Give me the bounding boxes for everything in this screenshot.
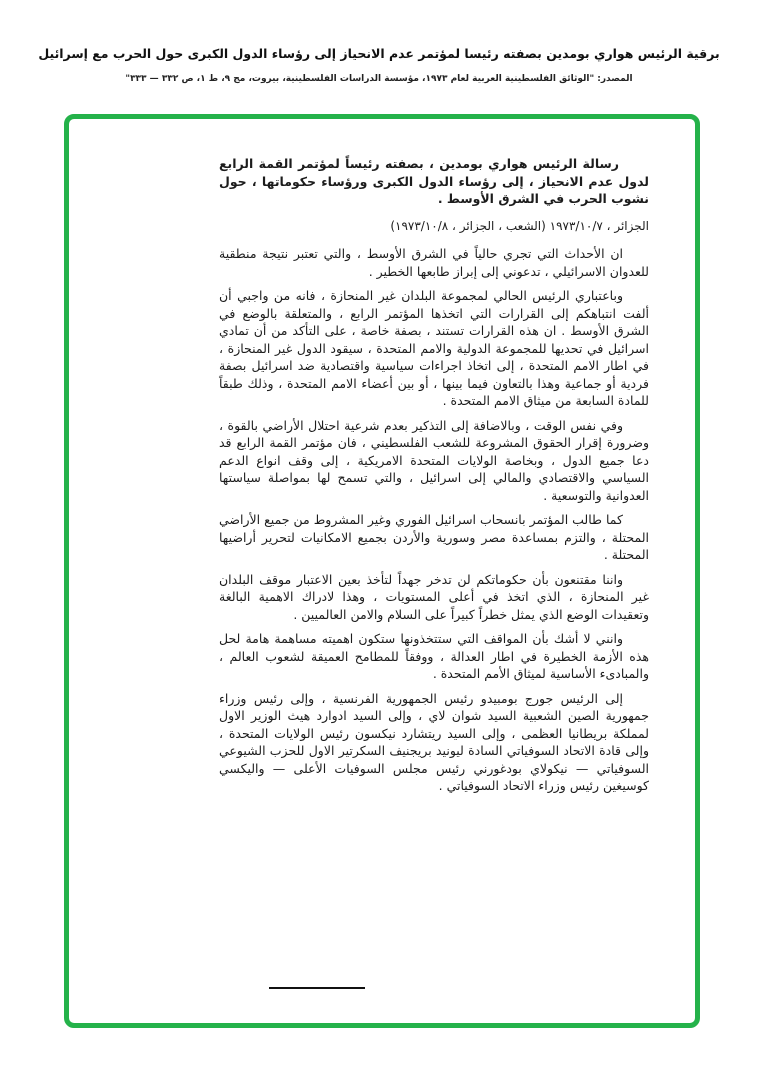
- document-paragraph: واننا مقتنعون بأن حكوماتكم لن تدخر جهداً لتأخذ بعين الاعتبار موقف البلدان غير المنحازة ، الذي اتخذ في أعلى المستويات ، وهذا لادراك الاهمية البالغة وتعقيدات الوضع الذي يمثل خطراً كبيراً على السلام والامن العالميين .: [219, 571, 649, 622]
- green-border-frame: [64, 114, 700, 1028]
- source-citation: المصدر: "الوثائق الفلسطينية العربية لعام ١٩٧٣، مؤسسة الدراسات الفلسطينية، بيروت، مج ٩، ط ١، ص ٣٣٢ — ٣٣٣": [125, 74, 633, 84]
- dateline: الجزائر ، ١٩٧٣/١٠/٧ (الشعب ، الجزائر ، ١٩٧٣/١٠/٨): [390, 218, 649, 233]
- document-paragraph: كما طالب المؤتمر بانسحاب اسرائيل الفوري وغير المشروط من جميع الأراضي المحتلة ، والتزم بمساعدة مصر وسورية والأردن بجميع الامكانيات لتحرير أراضيها المحتلة .: [219, 512, 649, 562]
- page-title: برقية الرئيس هواري بومدين بصفته رئيسا لمؤتمر عدم الانحياز إلى رؤساء الدول الكبرى حول الحرب مع إسرائيل: [38, 46, 720, 61]
- document-paragraph: إلى الرئيس جورج بومبيدو رئيس الجمهورية الفرنسية ، وإلى رئيس وزراء جمهورية الصين الشعبية السيد شوان لاي ، وإلى السيد ادوارد هيث الوزير الاول لمملكة بريطانيا العظمى ، وإلى السيد ريتشارد نيكسون رئيس الولايات المتحدة ، وإلى قادة الاتحاد السوفياتي السادة ليونيد بريجنيف السكرتير الاول للحزب الشيوعي السوفياتي — نيكولاي بودغورني رئيس مجلس السوفيات الأعلى — واليكسي كوسيغين رئيس وزراء الاتحاد السوفياتي .: [219, 690, 649, 793]
- end-divider: [269, 987, 365, 989]
- document-intro: رسالة الرئيس هواري بومدين ، بصفته رئيساً لمؤتمر القمة الرابع لدول عدم الانحياز ، إلى رؤساء الدول الكبرى ورؤساء حكوماتها ، حول نشوب الحرب في الشرق الأوسط .: [219, 156, 649, 206]
- document-paragraph: وفي نفس الوقت ، وبالاضافة إلى التذكير بعدم شرعية احتلال الأراضي بالقوة ، وضرورة إقرار الحقوق المشروعة للشعب الفلسطيني ، فان مؤتمر القمة الرابع قد دعا جميع الدول ، وبخاصة الولايات المتحدة الامريكية ، إلى وقف انواع الدعم السياسي والاقتصادي والمالي إلى اسرائيل ، والتي تسمح لها بمواصلة سياستها العدوانية والتوسعية .: [219, 417, 649, 503]
- paragraph-list: [219, 245, 649, 795]
- document-paragraph: وانني لا أشك بأن المواقف التي ستتخذونها ستكون اهميته مساهمة هامة لحل هذه الأزمة الخطيرة في اطار العدالة ، ووفقاً للمطامح العميقة لشعوب العالم ، والمبادىء الأساسية لميثاق الأمم المتحدة .: [219, 631, 649, 681]
- document-body: [219, 155, 649, 802]
- document-paragraph: وباعتباري الرئيس الحالي لمجموعة البلدان غير المنحازة ، فانه من واجبي أن ألفت انتباهكم إلى القرارات التي اتخذها المؤتمر الرابع ، والمتعلقة بالوضع في الشرق الأوسط . ان هذه القرارات تستند ، بصفة خاصة ، على التأكد من أن تمادي اسرائيل في تحديها للمجموعة الدولية والامم المتحدة ، سيقود الدول غير المنحازة ، في اطار الامم المتحدة ، إلى اتخاذ اجراءات سياسية واقتصادية ضد اسرائيل بصفة فردية أو جماعية وهذا بالتعاون فيما بينها ، أو بين أعضاء الامم المتحدة ، وذلك طبقاً للمادة السابعة من ميثاق الامم المتحدة .: [219, 288, 649, 408]
- document-paragraph: ان الأحداث التي تجري حالياً في الشرق الأوسط ، والتي تعتبر نتيجة منطقية للعدوان الاسرائيلي ، تدعوني إلى إبراز طابعها الخطير .: [219, 246, 649, 279]
